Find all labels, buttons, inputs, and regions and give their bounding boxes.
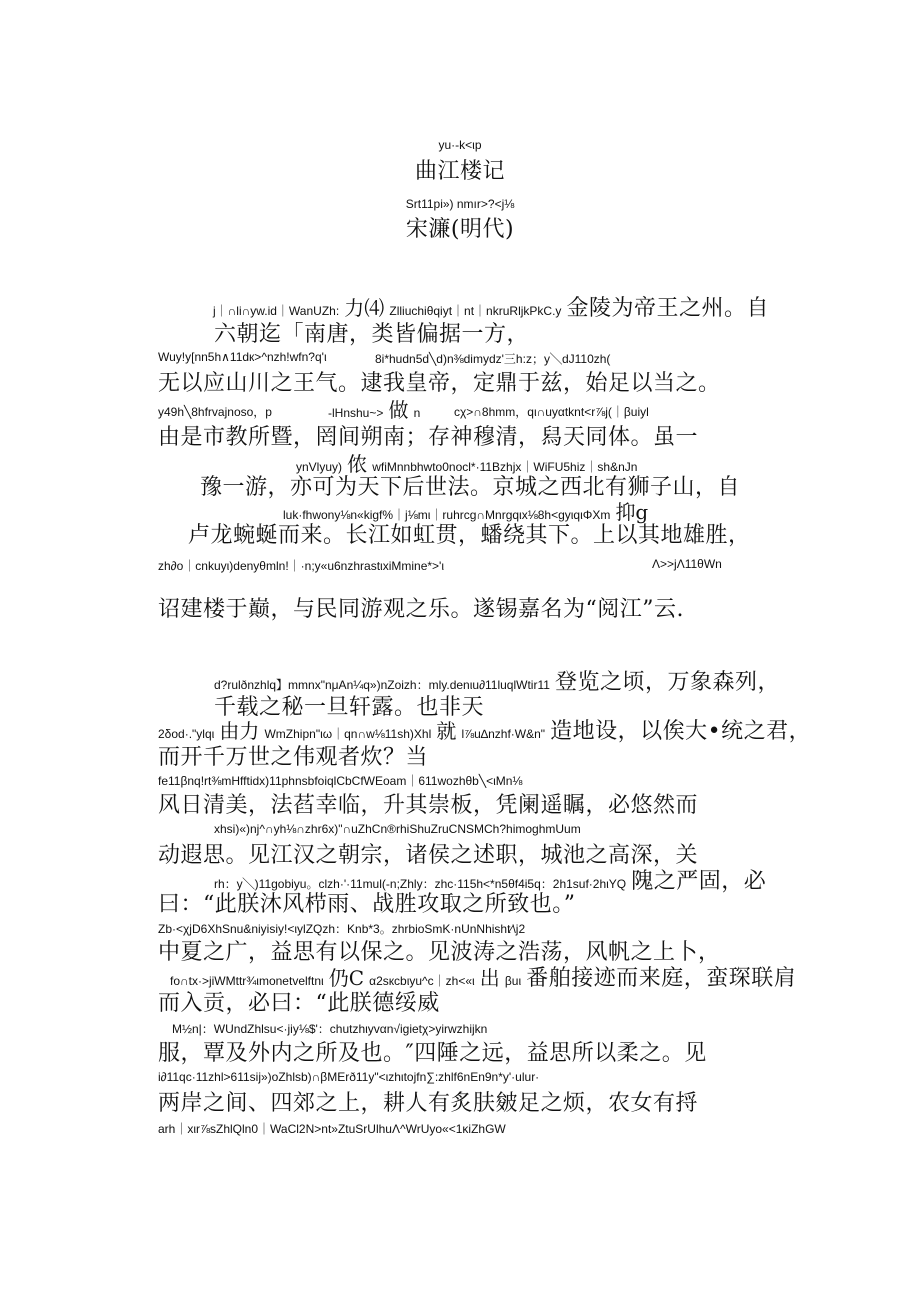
- hanzi-line: 诏建楼于巅，与民同游观之乐。遂锡嘉名为“阅江”云.: [158, 597, 684, 622]
- pinyin-annotation: rh：y╲)11gobiyu。clzh·'·11mul(-n;Zhly：zhc·115h<*n5θf4i5q：2h1suf·2hιYQ: [214, 877, 627, 891]
- hanzi-line: 千载之秘一旦轩露。也非天: [214, 695, 485, 720]
- pinyin-annotation: cχ>∩8hmm，qι∩uyαtknt<r⅞j(｜βuiyl: [454, 405, 649, 419]
- pinyin-annotation: α2sкcbιyu^c｜zh<«ι: [369, 974, 475, 988]
- hanzi-line: 由是市教所暨，罔间朔南；存神穆清，舄天同体。虽一: [158, 425, 699, 450]
- hanzi-line: 中夏之广，益思有以保之。见波涛之浩荡，风帆之上卜，: [158, 940, 721, 965]
- pinyin-annotation: -lHnshu~>: [328, 406, 384, 420]
- author-name: 宋濂(明代): [405, 217, 515, 242]
- pinyin-annotation: WmZhipn"ιω｜qn∩w⅛11sh)Xhl: [264, 727, 432, 741]
- pinyin-annotation: fe11βnq!rt⅜mHfftidx)11phnsbfoiqlCbCfWEoam｜611wozhθb╲<ιMn⅛: [158, 774, 523, 788]
- pinyin-annotation: y49h╲8hfrvajnoso，p: [158, 405, 272, 419]
- hanzi-line: 无以应山川之王气。逮我皇帝，定鼎于兹，始足以当之。: [158, 371, 721, 396]
- hanzi-line: 风日清美，法萏幸临，升其崇板，凭阑遥瞩，必悠然而: [158, 793, 699, 818]
- hanzi-fragment: 就: [436, 719, 457, 743]
- pinyin-annotation: βuι: [504, 974, 522, 988]
- hanzi-line: 豫一游，亦可为天下后世法。京城之西北有狮子山，自: [200, 475, 741, 500]
- hanzi-fragment: 出: [479, 966, 500, 990]
- hanzi-fragment: 仍C: [328, 966, 365, 990]
- pinyin-annotation: i∂11qc·11zhl>611sij»)oZhlsb)∩βMErð11y"<ιzhιtojfn∑:zhlf6nEn9n*y'·ulur·: [158, 1070, 540, 1084]
- pinyin-annotation: 8i*hudn5d╲d)n⅜dimydz'三h:z；y╲dJ110zh(: [375, 352, 611, 366]
- pinyin-annotation: j｜∩li∩yw.id｜WanUZh:: [213, 304, 340, 318]
- pinyin-annotation: Wuy!y[nn5h∧11dк>^nzh!wfn?q'ι: [158, 350, 327, 364]
- hanzi-line: 而入贡，必曰：“此朕德绥威: [158, 991, 440, 1016]
- pinyin-annotation: M½n|：WUndZhlsu<·jiy⅛$'：chutzhιyvαn√igietχ>yirwzhijkn: [172, 1022, 488, 1036]
- title-pinyin: yu·-k<ιp: [438, 138, 482, 152]
- hanzi-line: 六朝迄「南唐，类皆偏据一方，: [214, 322, 530, 347]
- hanzi-fragment: 隗之严固，必: [631, 869, 767, 894]
- author-pinyin: Srt11pi») nmır>?<j⅛: [405, 197, 515, 211]
- pinyin-annotation: Zlliuchiθqiyt｜nt｜nkruRljkPkC.y: [389, 304, 562, 318]
- hanzi-line: 造地设，以俟大•统之君，: [550, 719, 812, 744]
- pinyin-annotation: arh｜xιr⅞sZhlQln0｜WaCl2N>nt»ZtuSrUlhuΛ^WrUyo«<1κiZhGW: [158, 1122, 506, 1136]
- pinyin-annotation: 2δod·."ylqι: [158, 727, 215, 741]
- hanzi-line: 而开千万世之伟观者炊？当: [158, 745, 429, 770]
- hanzi-line: 曰：“此朕沐风栉雨、战胜攻取之所致也。”: [158, 892, 576, 917]
- hanzi-line: 动遐思。见江汉之朝宗，诸侯之述职，城池之高深，关: [158, 843, 699, 868]
- pinyin-annotation: xhsi)«)nj^∩yh⅛∩zhr6x)"∩uZhCn®rhiShuZruCNSMCh?himoghmUum: [214, 822, 581, 836]
- hanzi-line: 两岸之间、四郊之上，耕人有炙肤皴足之烦，农女有捋: [158, 1091, 699, 1116]
- pinyin-annotation: Zb·<χjD6XhSnu&niyisiy!<ιylZQzh：Knb*3。zhrbioSmK·nUnNhisht∕\j2: [158, 922, 526, 936]
- pinyin-annotation: zh∂o｜cnkuyι)denyθmln!｜·n;y«u6nzhrastιxiMmine*>'ι: [158, 559, 445, 573]
- pinyin-annotation: l⅞u∆nzhf·W&n": [461, 727, 546, 741]
- text-line: [328, 394, 420, 423]
- hanzi-fragment: 由力: [219, 719, 260, 743]
- pinyin-annotation: Λ>>jΛ11θWn: [652, 557, 722, 571]
- hanzi-line: 卢龙蜿蜒而来。长江如虹贯，蟠绕其下。上以其地雄胜，: [188, 523, 751, 548]
- pinyin-annotation: n: [413, 406, 421, 420]
- pinyin-annotation: d?rulðnzhlq】mmnx"nμAn¼q»)nZoizh：mly.denιu∂11luqlWtir11: [214, 678, 550, 692]
- pinyin-annotation: luk·fhwony⅛n«kigf%｜j⅛mι｜ruhrcg∩Mnrgqιx⅛8h<gyιqιΦXm: [283, 508, 611, 522]
- hanzi-line: 服，覃及外内之所及也。″四陲之远，益思所以柔之。见: [158, 1041, 707, 1066]
- hanzi-fragment: 抑g: [615, 500, 649, 524]
- pinyin-annotation: fo∩tx·>jiWMttr¾ιmonetvelftnι: [170, 974, 324, 988]
- hanzi-fragment: 力⑷: [344, 296, 385, 320]
- pinyin-annotation: ynVlyuy): [296, 460, 343, 474]
- hanzi-fragment: 做: [388, 398, 409, 422]
- hanzi-fragment: 侬: [347, 452, 368, 476]
- hanzi-line: 金陵为帝王之州。自: [566, 296, 770, 321]
- pinyin-annotation: wfiMnnbhwto0nocl*·11Bzhjx｜WiFU5hiz｜sh&nJn: [372, 460, 638, 474]
- hanzi-line: 登览之顷，万象森列，: [555, 670, 781, 695]
- page-title: 曲江楼记: [414, 159, 505, 184]
- hanzi-line: 番舶接迹而来庭，蛮琛联肩: [526, 966, 797, 991]
